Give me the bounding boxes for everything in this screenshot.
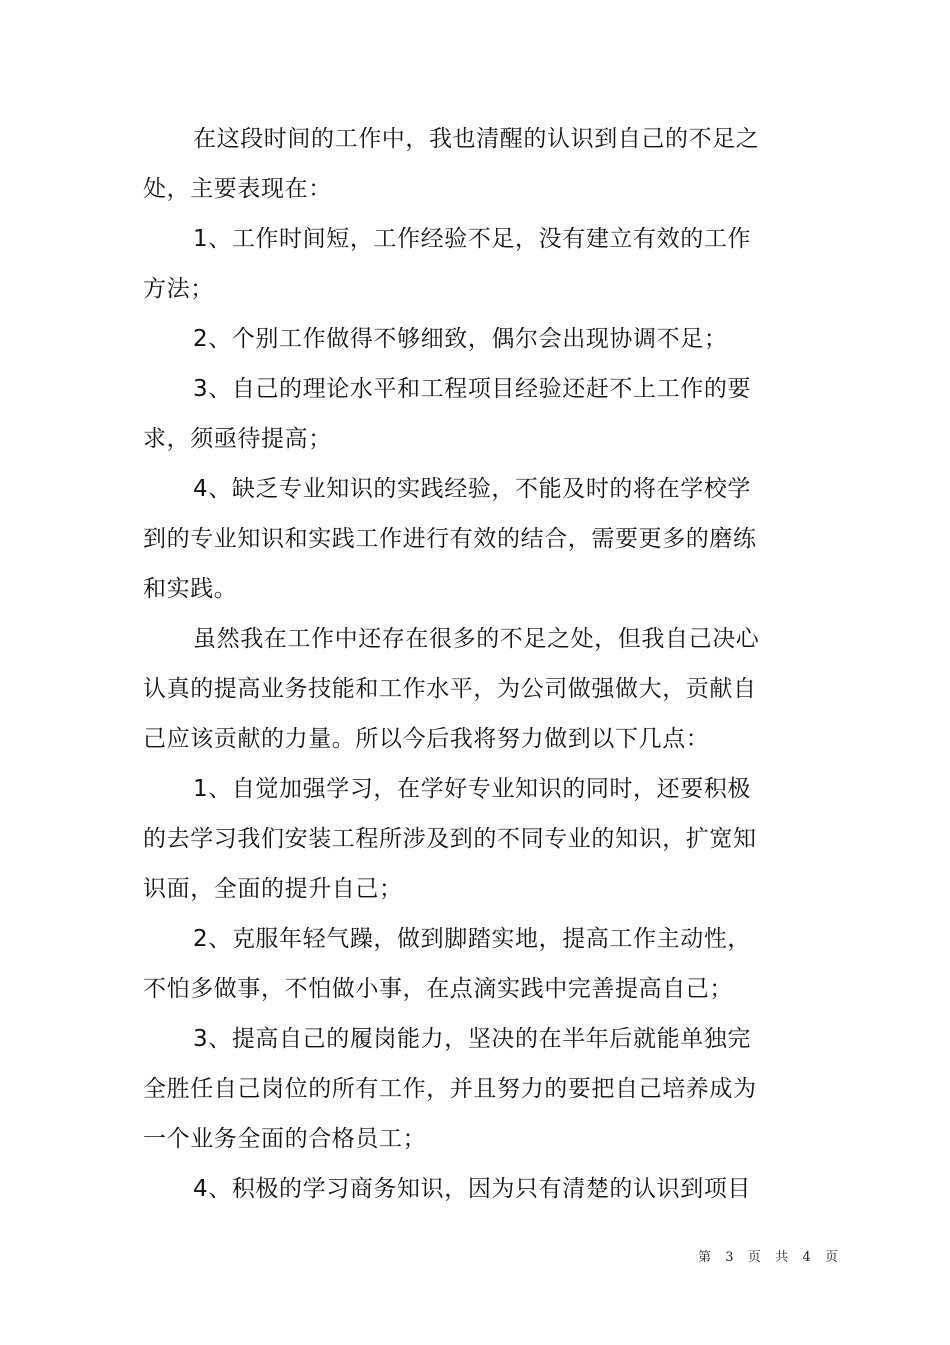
footer-total-word: 共 — [775, 1250, 789, 1265]
current-page-number: 3 — [725, 1250, 734, 1265]
list-item-line: 1、自觉加强学习，在学好专业知识的同时，还要积极 — [193, 776, 752, 802]
page-number-footer — [698, 1248, 838, 1268]
list-item-line: 的去学习我们安装工程所涉及到的不同专业的知识，扩宽知 — [143, 826, 757, 852]
footer-prefix: 第 — [698, 1250, 712, 1265]
paragraph-line: 己应该贡献的力量。所以今后我将努力做到以下几点： — [143, 726, 710, 752]
list-item-line: 1、工作时间短，工作经验不足，没有建立有效的工作 — [193, 226, 752, 252]
footer-suffix: 页 — [825, 1250, 839, 1265]
list-item-line: 识面，全面的提升自己； — [143, 876, 403, 902]
list-item-line: 3、提高自己的履岗能力，坚决的在半年后就能单独完 — [193, 1026, 752, 1052]
list-item-line: 全胜任自己岗位的所有工作，并且努力的要把自己培养成为 — [143, 1076, 757, 1102]
list-item-line: 不怕多做事，不怕做小事，在点滴实践中完善提高自己； — [143, 976, 733, 1002]
paragraph-line: 认真的提高业务技能和工作水平，为公司做强做大，贡献自 — [143, 676, 757, 702]
list-item-line: 4、积极的学习商务知识，因为只有清楚的认识到项目 — [193, 1176, 752, 1202]
list-item-line: 方法； — [143, 276, 214, 302]
list-item-line: 和实践。 — [143, 576, 238, 602]
paragraph-line: 处，主要表现在： — [143, 176, 332, 202]
list-item-line: 到的专业知识和实践工作进行有效的结合，需要更多的磨练 — [143, 526, 757, 552]
list-item-line: 3、自己的理论水平和工程项目经验还赶不上工作的要 — [193, 376, 752, 402]
paragraph-line: 在这段时间的工作中，我也清醒的认识到自己的不足之 — [193, 126, 760, 152]
list-item-line: 4、缺乏专业知识的实践经验，不能及时的将在学校学 — [193, 476, 752, 502]
list-item-line: 一个业务全面的合格员工； — [143, 1126, 427, 1152]
footer-page-word: 页 — [747, 1250, 761, 1265]
paragraph-line: 虽然我在工作中还存在很多的不足之处，但我自己决心 — [193, 626, 760, 652]
list-item-line: 2、克服年轻气躁，做到脚踏实地，提高工作主动性， — [193, 926, 752, 952]
list-item-line: 2、个别工作做得不够细致，偶尔会出现协调不足； — [193, 326, 728, 352]
list-item-line: 求，须亟待提高； — [143, 426, 332, 452]
total-pages-number: 4 — [802, 1250, 811, 1265]
